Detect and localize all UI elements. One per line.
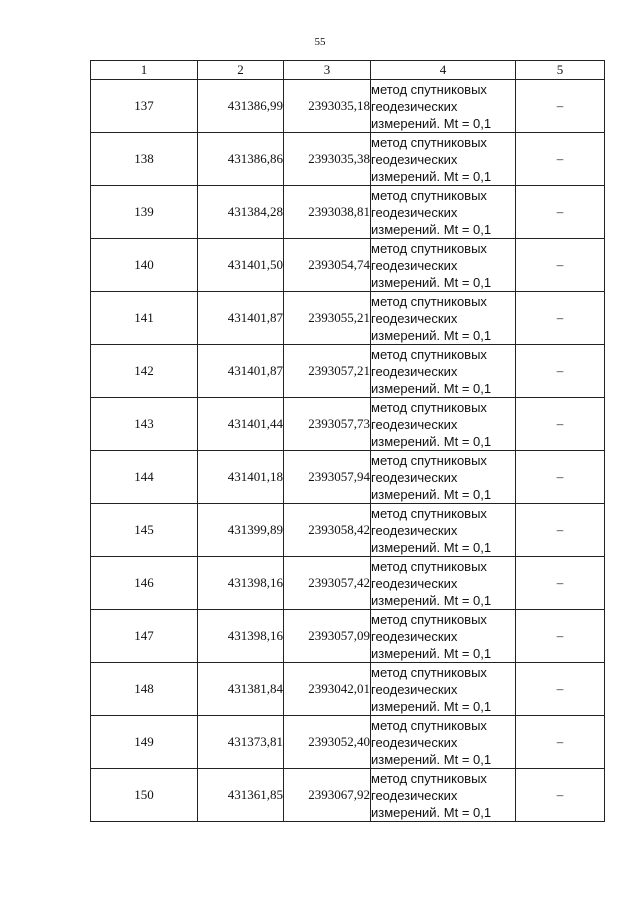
method-line: метод спутниковых xyxy=(371,399,487,415)
note-cell: – xyxy=(516,663,605,716)
method-cell xyxy=(371,504,516,557)
method-line: измерений. Mt = 0,1 xyxy=(371,539,492,555)
note-cell: – xyxy=(516,716,605,769)
method-line: измерений. Mt = 0,1 xyxy=(371,486,492,502)
method-line: геодезических xyxy=(371,257,458,273)
y-coordinate-cell: 2393052,40 xyxy=(284,716,371,769)
x-coordinate-cell: 431361,85 xyxy=(198,769,284,822)
note-cell: – xyxy=(516,504,605,557)
table-row xyxy=(91,504,605,557)
header-col-2: 2 xyxy=(198,61,284,80)
note-cell: – xyxy=(516,769,605,822)
x-coordinate-cell: 431401,87 xyxy=(198,345,284,398)
method-line: метод спутниковых xyxy=(371,505,487,521)
y-coordinate-cell: 2393058,42 xyxy=(284,504,371,557)
table-row xyxy=(91,557,605,610)
point-number-cell: 149 xyxy=(91,716,198,769)
method-cell xyxy=(371,186,516,239)
point-number-cell: 137 xyxy=(91,80,198,133)
table-row xyxy=(91,663,605,716)
x-coordinate-cell: 431401,44 xyxy=(198,398,284,451)
table-row xyxy=(91,610,605,663)
method-line: геодезических xyxy=(371,787,458,803)
method-line: метод спутниковых xyxy=(371,293,487,309)
method-line: геодезических xyxy=(371,98,458,114)
table-row xyxy=(91,451,605,504)
method-line: измерений. Mt = 0,1 xyxy=(371,698,492,714)
note-cell: – xyxy=(516,80,605,133)
method-cell xyxy=(371,557,516,610)
method-line: измерений. Mt = 0,1 xyxy=(371,115,492,131)
coordinates-table xyxy=(90,60,605,822)
y-coordinate-cell: 2393038,81 xyxy=(284,186,371,239)
page-number: 55 xyxy=(314,36,326,48)
method-cell xyxy=(371,398,516,451)
point-number-cell: 144 xyxy=(91,451,198,504)
point-number-cell: 140 xyxy=(91,239,198,292)
table-row xyxy=(91,716,605,769)
method-line: метод спутниковых xyxy=(371,81,487,97)
point-number-cell: 138 xyxy=(91,133,198,186)
method-line: измерений. Mt = 0,1 xyxy=(371,380,492,396)
note-cell: – xyxy=(516,133,605,186)
method-line: геодезических xyxy=(371,734,458,750)
table-row xyxy=(91,239,605,292)
header-col-1: 1 xyxy=(91,61,198,80)
method-line: геодезических xyxy=(371,628,458,644)
table-row xyxy=(91,292,605,345)
method-cell xyxy=(371,716,516,769)
note-cell: – xyxy=(516,557,605,610)
method-line: измерений. Mt = 0,1 xyxy=(371,221,492,237)
note-cell: – xyxy=(516,239,605,292)
method-cell xyxy=(371,292,516,345)
y-coordinate-cell: 2393057,73 xyxy=(284,398,371,451)
method-line: метод спутниковых xyxy=(371,664,487,680)
note-cell: – xyxy=(516,398,605,451)
method-line: измерений. Mt = 0,1 xyxy=(371,433,492,449)
x-coordinate-cell: 431384,28 xyxy=(198,186,284,239)
method-line: геодезических xyxy=(371,681,458,697)
header-col-4: 4 xyxy=(371,61,516,80)
note-cell: – xyxy=(516,451,605,504)
table-row xyxy=(91,133,605,186)
x-coordinate-cell: 431401,87 xyxy=(198,292,284,345)
x-coordinate-cell: 431399,89 xyxy=(198,504,284,557)
method-line: геодезических xyxy=(371,416,458,432)
method-cell xyxy=(371,133,516,186)
method-cell xyxy=(371,769,516,822)
y-coordinate-cell: 2393057,42 xyxy=(284,557,371,610)
y-coordinate-cell: 2393055,21 xyxy=(284,292,371,345)
x-coordinate-cell: 431401,18 xyxy=(198,451,284,504)
method-line: метод спутниковых xyxy=(371,611,487,627)
method-line: метод спутниковых xyxy=(371,240,487,256)
y-coordinate-cell: 2393042,01 xyxy=(284,663,371,716)
table-header-row xyxy=(91,61,605,80)
y-coordinate-cell: 2393035,38 xyxy=(284,133,371,186)
method-line: измерений. Mt = 0,1 xyxy=(371,751,492,767)
method-line: метод спутниковых xyxy=(371,346,487,362)
x-coordinate-cell: 431386,86 xyxy=(198,133,284,186)
note-cell: – xyxy=(516,345,605,398)
y-coordinate-cell: 2393057,09 xyxy=(284,610,371,663)
method-cell xyxy=(371,239,516,292)
x-coordinate-cell: 431401,50 xyxy=(198,239,284,292)
point-number-cell: 146 xyxy=(91,557,198,610)
method-cell xyxy=(371,663,516,716)
y-coordinate-cell: 2393057,94 xyxy=(284,451,371,504)
point-number-cell: 139 xyxy=(91,186,198,239)
method-line: метод спутниковых xyxy=(371,717,487,733)
note-cell: – xyxy=(516,186,605,239)
method-line: геодезических xyxy=(371,363,458,379)
x-coordinate-cell: 431398,16 xyxy=(198,610,284,663)
y-coordinate-cell: 2393057,21 xyxy=(284,345,371,398)
method-line: измерений. Mt = 0,1 xyxy=(371,327,492,343)
method-cell xyxy=(371,80,516,133)
table-row xyxy=(91,80,605,133)
method-line: метод спутниковых xyxy=(371,187,487,203)
y-coordinate-cell: 2393035,18 xyxy=(284,80,371,133)
header-col-3: 3 xyxy=(284,61,371,80)
note-cell: – xyxy=(516,292,605,345)
method-line: метод спутниковых xyxy=(371,558,487,574)
point-number-cell: 148 xyxy=(91,663,198,716)
method-line: метод спутниковых xyxy=(371,452,487,468)
table-row xyxy=(91,186,605,239)
table-row xyxy=(91,345,605,398)
point-number-cell: 150 xyxy=(91,769,198,822)
method-line: геодезических xyxy=(371,575,458,591)
point-number-cell: 145 xyxy=(91,504,198,557)
method-line: измерений. Mt = 0,1 xyxy=(371,592,492,608)
x-coordinate-cell: 431381,84 xyxy=(198,663,284,716)
method-line: метод спутниковых xyxy=(371,770,487,786)
x-coordinate-cell: 431398,16 xyxy=(198,557,284,610)
method-line: геодезических xyxy=(371,469,458,485)
point-number-cell: 143 xyxy=(91,398,198,451)
note-cell: – xyxy=(516,610,605,663)
point-number-cell: 141 xyxy=(91,292,198,345)
method-line: измерений. Mt = 0,1 xyxy=(371,645,492,661)
method-line: измерений. Mt = 0,1 xyxy=(371,168,492,184)
header-col-5: 5 xyxy=(516,61,605,80)
method-line: геодезических xyxy=(371,310,458,326)
table-row xyxy=(91,769,605,822)
table-body xyxy=(91,80,605,822)
method-line: геодезических xyxy=(371,204,458,220)
table-row xyxy=(91,398,605,451)
method-cell xyxy=(371,345,516,398)
method-line: геодезических xyxy=(371,151,458,167)
x-coordinate-cell: 431386,99 xyxy=(198,80,284,133)
point-number-cell: 147 xyxy=(91,610,198,663)
method-cell xyxy=(371,610,516,663)
method-line: геодезических xyxy=(371,522,458,538)
method-line: измерений. Mt = 0,1 xyxy=(371,804,492,820)
method-line: метод спутниковых xyxy=(371,134,487,150)
method-line: измерений. Mt = 0,1 xyxy=(371,274,492,290)
x-coordinate-cell: 431373,81 xyxy=(198,716,284,769)
point-number-cell: 142 xyxy=(91,345,198,398)
y-coordinate-cell: 2393067,92 xyxy=(284,769,371,822)
y-coordinate-cell: 2393054,74 xyxy=(284,239,371,292)
method-cell xyxy=(371,451,516,504)
